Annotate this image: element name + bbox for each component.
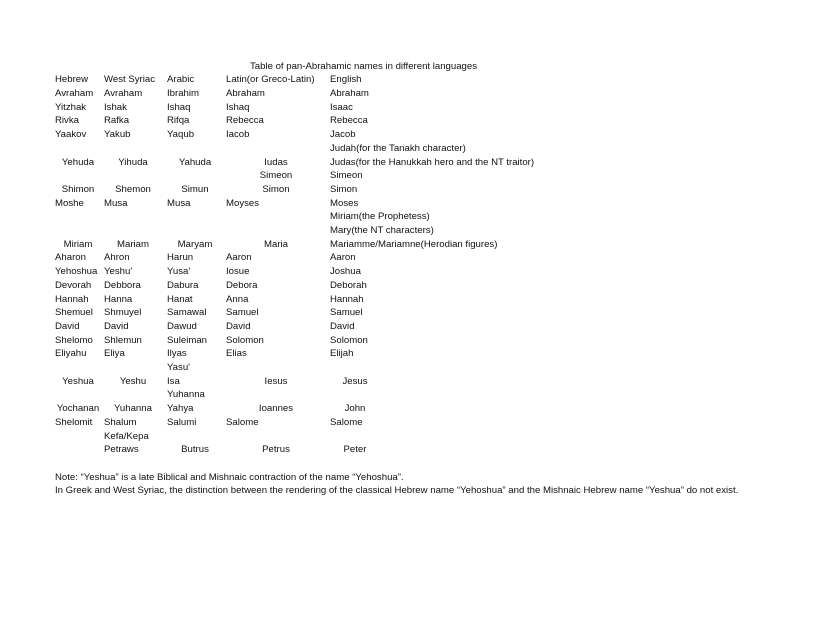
table-cell-latin: Iudas bbox=[264, 157, 288, 168]
table-cell-latin: Debora bbox=[226, 280, 258, 291]
table-cell-hebrew: Shemuel bbox=[55, 307, 93, 318]
table-cell-latin: David bbox=[226, 321, 251, 332]
table-cell-west-syriac: Eliya bbox=[104, 348, 125, 359]
table-cell-hebrew: Yehoshua bbox=[55, 266, 98, 277]
note-line-2: In Greek and West Syriac, the distinction between the rendering of the classical Hebrew name “Yehoshua” and the Mishnaic Hebrew name “Yeshua” do not exist. bbox=[55, 485, 739, 496]
table-cell-west-syriac: Debbora bbox=[104, 280, 141, 291]
table-cell-west-syriac: Yakub bbox=[104, 129, 131, 140]
header-arabic: Arabic bbox=[167, 74, 195, 85]
table-cell-english: Simon bbox=[330, 184, 358, 195]
table-cell-hebrew: Devorah bbox=[55, 280, 92, 291]
table-cell-west-syriac: Rafka bbox=[104, 115, 130, 126]
table-cell-arabic: Yusa' bbox=[167, 266, 191, 277]
table-cell-west-syriac: Ishak bbox=[104, 102, 127, 113]
table-cell-west-syriac: David bbox=[104, 321, 129, 332]
table-cell-english: Moses bbox=[330, 198, 359, 209]
table-cell-hebrew: Yeshua bbox=[62, 376, 94, 387]
table-cell-english: Isaac bbox=[330, 102, 353, 113]
table-title: Table of pan-Abrahamic names in different languages bbox=[250, 61, 478, 72]
table-cell-west-syriac: Yuhanna bbox=[114, 403, 152, 414]
table-cell-latin: Maria bbox=[264, 239, 288, 250]
table-cell-hebrew: Yitzhak bbox=[55, 102, 87, 113]
table-cell-arabic: Simun bbox=[181, 184, 209, 195]
table-cell-west-syriac: Mariam bbox=[117, 239, 149, 250]
table-cell-english: Peter bbox=[343, 444, 367, 455]
note-line-1: Note: “Yeshua” is a late Biblical and Mishnaic contraction of the name “Yehoshua”. bbox=[55, 472, 404, 483]
table-cell-latin: Iesus bbox=[264, 376, 288, 387]
table-cell-latin: Anna bbox=[226, 294, 249, 305]
table-cell-hebrew: Eliyahu bbox=[55, 348, 87, 359]
table-cell-english: Mariamme/Mariamne(Herodian figures) bbox=[330, 239, 498, 250]
table-cell-english: Deborah bbox=[330, 280, 367, 291]
table-cell-latin: Abraham bbox=[226, 88, 265, 99]
table-cell-hebrew: Yaakov bbox=[55, 129, 87, 140]
table-cell-english: Jesus bbox=[342, 376, 368, 387]
table-cell-arabic: Yahuda bbox=[178, 157, 212, 168]
table-cell-west-syriac: Musa bbox=[104, 198, 128, 209]
table-cell-english: John bbox=[344, 403, 366, 414]
table-cell-arabic: Yuhanna bbox=[167, 389, 205, 400]
table-cell-arabic: Dabura bbox=[167, 280, 199, 291]
table-cell-arabic: Samawal bbox=[167, 307, 207, 318]
table-cell-arabic: Maryam bbox=[177, 239, 213, 250]
table-cell-english: Samuel bbox=[330, 307, 363, 318]
table-cell-english: Abraham bbox=[330, 88, 369, 99]
table-cell-english: Judah(for the Tanakh character) bbox=[330, 143, 466, 154]
table-cell-west-syriac: Petraws bbox=[104, 444, 139, 455]
table-cell-west-syriac: Yeshu bbox=[119, 376, 147, 387]
table-cell-arabic: Dawud bbox=[167, 321, 197, 332]
table-cell-west-syriac: Yeshu' bbox=[104, 266, 133, 277]
table-cell-arabic: Hanat bbox=[167, 294, 193, 305]
table-cell-latin: Samuel bbox=[226, 307, 259, 318]
table-cell-latin: Salome bbox=[226, 417, 259, 428]
table-cell-latin: Moyses bbox=[226, 198, 260, 209]
table-cell-latin: Iacob bbox=[226, 129, 250, 140]
table-cell-west-syriac: Ahron bbox=[104, 252, 130, 263]
table-cell-latin: Elias bbox=[226, 348, 247, 359]
table-cell-latin: Ishaq bbox=[226, 102, 250, 113]
header-latin: Latin(or Greco-Latin) bbox=[226, 74, 315, 85]
table-cell-english: Miriam(the Prophetess) bbox=[330, 211, 430, 222]
table-cell-english: Simeon bbox=[330, 170, 363, 181]
table-cell-english: Aaron bbox=[330, 252, 356, 263]
table-cell-english: Hannah bbox=[330, 294, 364, 305]
table-cell-arabic: Yasu' bbox=[167, 362, 190, 373]
table-cell-hebrew: Avraham bbox=[55, 88, 94, 99]
table-cell-latin: Simeon bbox=[259, 170, 293, 181]
table-cell-english: Elijah bbox=[330, 348, 354, 359]
table-cell-west-syriac: Shalum bbox=[104, 417, 137, 428]
table-cell-arabic: Harun bbox=[167, 252, 194, 263]
table-cell-west-syriac: Yihuda bbox=[118, 157, 148, 168]
table-cell-hebrew: Miriam bbox=[63, 239, 93, 250]
table-cell-west-syriac: Avraham bbox=[104, 88, 143, 99]
table-cell-arabic: Ilyas bbox=[167, 348, 187, 359]
table-cell-hebrew: Rivka bbox=[55, 115, 79, 126]
table-cell-west-syriac: Hanna bbox=[104, 294, 133, 305]
table-cell-latin: Iosue bbox=[226, 266, 250, 277]
table-cell-arabic: Suleiman bbox=[167, 335, 207, 346]
table-cell-english: David bbox=[330, 321, 355, 332]
table-cell-arabic: Salumi bbox=[167, 417, 197, 428]
table-cell-latin: Simon bbox=[262, 184, 290, 195]
table-cell-hebrew: Aharon bbox=[55, 252, 86, 263]
table-cell-arabic: Isa bbox=[167, 376, 180, 387]
header-west-syriac: West Syriac bbox=[104, 74, 155, 85]
table-cell-arabic: Yaqub bbox=[167, 129, 195, 140]
table-cell-arabic: Rifqa bbox=[167, 115, 190, 126]
table-cell-west-syriac: Kefa/Kepa bbox=[104, 431, 149, 442]
table-cell-west-syriac: Shemon bbox=[115, 184, 151, 195]
table-cell-hebrew: Moshe bbox=[55, 198, 84, 209]
table-cell-latin: Solomon bbox=[226, 335, 264, 346]
table-cell-english: Joshua bbox=[330, 266, 361, 277]
table-cell-english: Solomon bbox=[330, 335, 368, 346]
table-cell-hebrew: Shelomit bbox=[55, 417, 93, 428]
table-cell-west-syriac: Shlemun bbox=[104, 335, 142, 346]
table-cell-english: Rebecca bbox=[330, 115, 368, 126]
table-cell-west-syriac: Shmuyel bbox=[104, 307, 142, 318]
table-cell-latin: Aaron bbox=[226, 252, 252, 263]
table-cell-english: Salome bbox=[330, 417, 363, 428]
table-cell-hebrew: Hannah bbox=[55, 294, 89, 305]
table-cell-hebrew: Shelomo bbox=[55, 335, 93, 346]
table-cell-english: Jacob bbox=[330, 129, 356, 140]
table-cell-arabic: Butrus bbox=[181, 444, 209, 455]
table-cell-latin: Petrus bbox=[262, 444, 290, 455]
table-cell-arabic: Ibrahim bbox=[167, 88, 199, 99]
header-english: English bbox=[330, 74, 362, 85]
header-hebrew: Hebrew bbox=[55, 74, 89, 85]
table-cell-english: Mary(the NT characters) bbox=[330, 225, 434, 236]
table-cell-english: Judas(for the Hanukkah hero and the NT traitor) bbox=[330, 157, 535, 168]
table-cell-hebrew: David bbox=[55, 321, 80, 332]
table-cell-hebrew: Shimon bbox=[61, 184, 95, 195]
table-cell-arabic: Musa bbox=[167, 198, 191, 209]
table-cell-hebrew: Yochanan bbox=[56, 403, 100, 414]
table-cell-arabic: Ishaq bbox=[167, 102, 191, 113]
table-cell-hebrew: Yehuda bbox=[61, 157, 95, 168]
table-cell-latin: Ioannes bbox=[258, 403, 294, 414]
table-cell-arabic: Yahya bbox=[167, 403, 194, 414]
table-cell-latin: Rebecca bbox=[226, 115, 264, 126]
